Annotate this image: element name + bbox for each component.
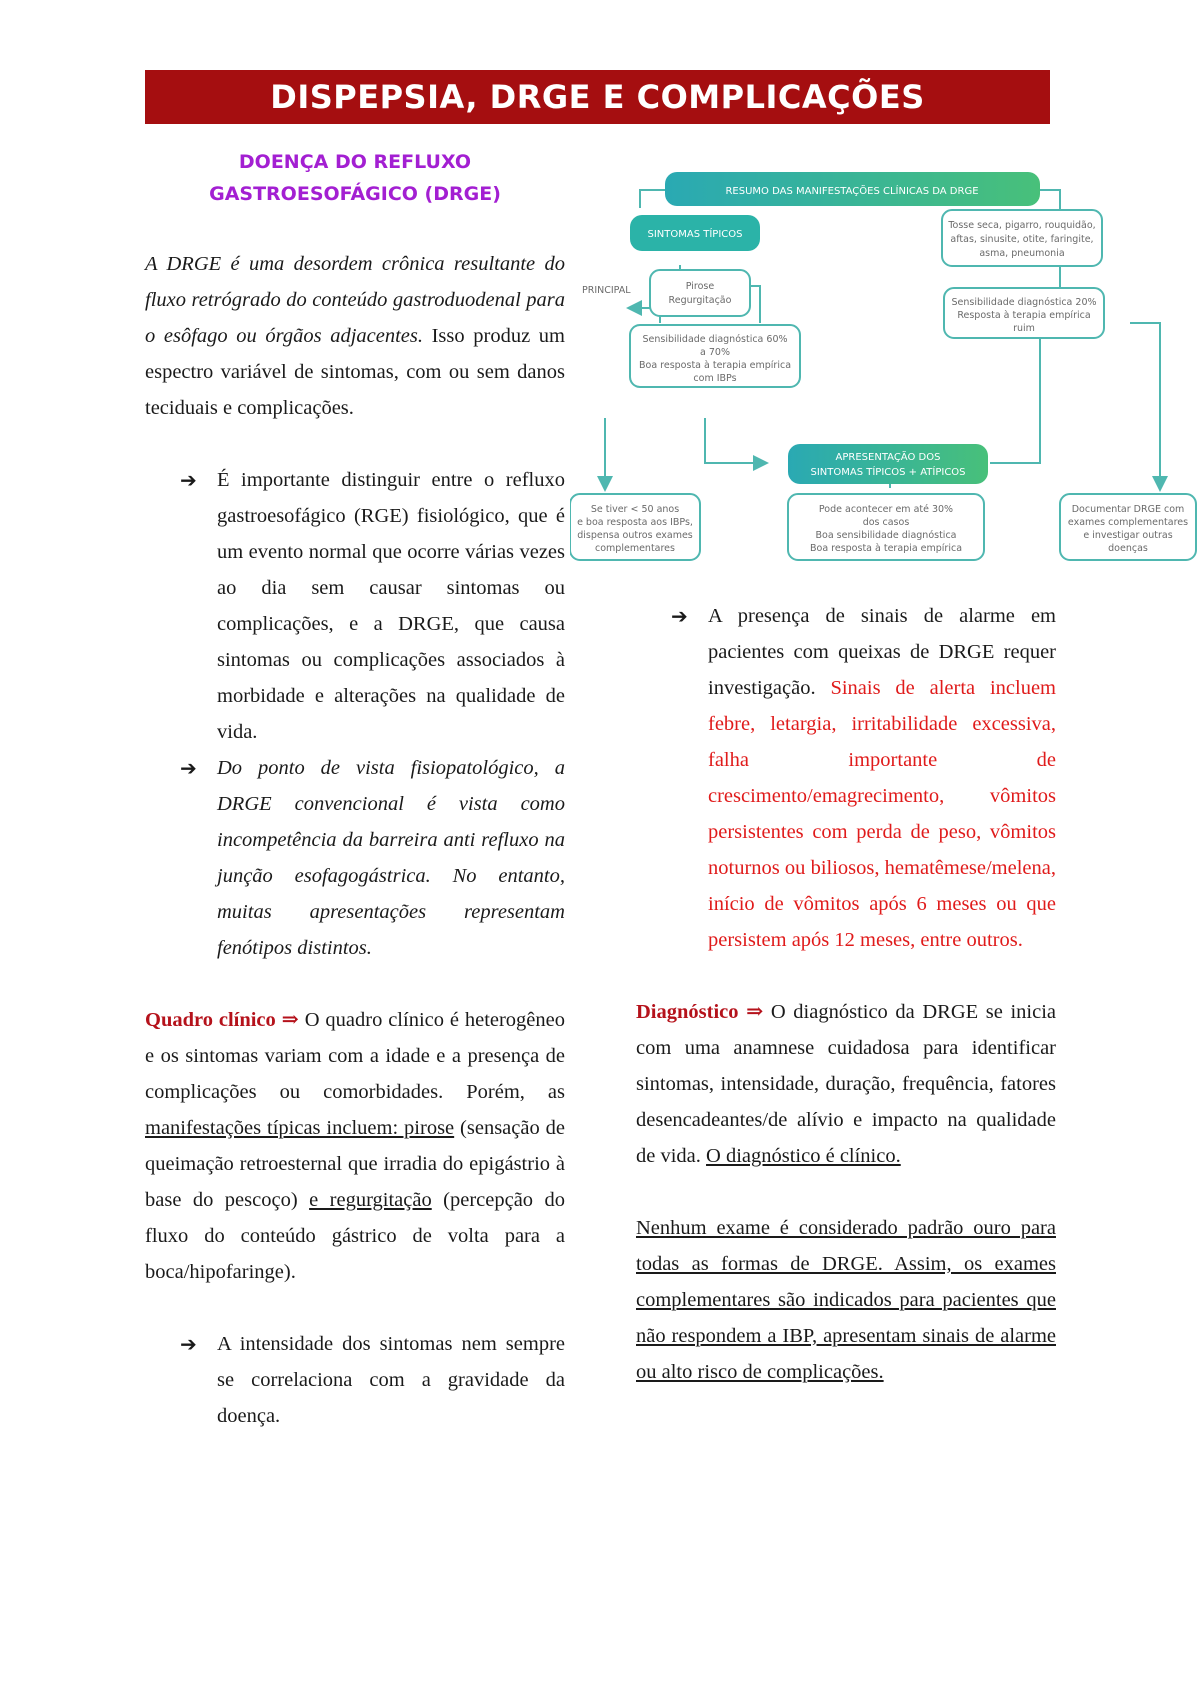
drge-flowchart [570, 158, 1200, 576]
page-title: DISPEPSIA, DRGE E COMPLICAÇÕES [270, 78, 925, 116]
diagram-mixed-line: APRESENTAÇÃO DOS [835, 452, 941, 463]
diagram-right-bottom-line: Documentar DRGE com [1071, 504, 1185, 515]
bullet-text: É importante distinguir entre o refluxo gastroesofágico (RGE) fisiológico, que é um evento normal que ocorre várias vezes ao dia sem causar sintomas ou complicações, e a DRGE, que causa sintomas ou complicações associados à morbidade e alterações na qualidade de vida. [217, 469, 565, 743]
diagram-left-bottom-line: e boa resposta aos IBPs, [577, 517, 693, 528]
bullet-list-3 [636, 598, 1056, 958]
diagram-sens20-line: Sensibilidade diagnóstica 20% [951, 297, 1097, 308]
intro-paragraph [145, 246, 565, 426]
underlined-text: O diagnóstico é clínico. [706, 1145, 901, 1167]
right-column [636, 598, 1056, 1390]
list-item [145, 462, 565, 750]
diagram-mid-bottom-line: Pode acontecer em até 30% [818, 504, 954, 515]
diagram-sens60-line: Sensibilidade diagnóstica 60% [642, 334, 788, 345]
arrow-icon: ➔ [180, 1332, 197, 1356]
title-banner [145, 70, 1050, 124]
diagram-sens60-line: Boa resposta à terapia empírica [638, 360, 792, 371]
intro-italic: A DRGE é uma desordem crônica resultante do fluxo retrógrado do conteúdo gastroduodenal para o esôfago ou órgãos adjacentes. [145, 253, 565, 347]
quadro-paragraph: Quadro clínico ⇒ O quadro clínico é heterogêneo e os sintomas variam com a idade e a presença de complicações ou comorbidades. Porém, as manifestações típicas incluem: pirose (sensação de queimação retroesternal que irradia do epigástrio à base do pescoço) e regurgitação (percepção do fluxo do conteúdo gástrico de volta para a boca/hipofaringe). [145, 1009, 566, 1283]
diagram-mid-bottom-line: dos casos [862, 517, 910, 528]
exames-paragraph [636, 1210, 1056, 1390]
list-item [145, 750, 565, 966]
diagram-typical-label: SINTOMAS TÍPICOS [647, 229, 743, 240]
section-subtitle [180, 146, 530, 210]
diagram-atypical-line: aftas, sinusite, otite, faringite, [950, 234, 1094, 245]
diagram-pirose-node [650, 270, 750, 316]
bullet-text: Do ponto de vista fisiopatológico, a DRGE convencional é vista como incompetência da barreira anti refluxo na junção esofagogástrica. No entanto, muitas apresentações representam fenótipos distintos. [217, 757, 565, 959]
flowchart-svg [570, 158, 1200, 576]
diagram-right-bottom-line: exames complementares [1067, 517, 1189, 528]
bullet-list-2 [145, 1326, 565, 1434]
underlined-text: e regurgitação [309, 1189, 432, 1211]
diagram-right-bottom-line: e investigar outras [1083, 530, 1173, 541]
arrow-icon: ➔ [180, 756, 197, 780]
diagnostico-label: Diagnóstico [636, 1001, 739, 1023]
diagram-principal-label: PRINCIPAL [582, 285, 631, 296]
diagram-mixed-line: SINTOMAS TÍPICOS + ATÍPICOS [810, 467, 966, 478]
diagram-pirose-line: Pirose [685, 281, 715, 292]
diagram-mid-bottom-line: Boa sensibilidade diagnóstica [815, 530, 957, 541]
diagram-mid-bottom-line: Boa resposta à terapia empírica [809, 543, 963, 554]
diagram-left-bottom-line: dispensa outros exames [577, 530, 693, 541]
implies-icon: ⇒ [738, 1001, 771, 1023]
diagnostico-paragraph: Diagnóstico ⇒ O diagnóstico da DRGE se inicia com uma anamnese cuidadosa para identificar sintomas, intensidade, duração, frequência, fatores desencadeantes/de alívio e impacto na qualidade de vida. O diagnóstico é clínico. [636, 1001, 1056, 1167]
underlined-text: Nenhum exame é considerado padrão ouro para todas as formas de DRGE. Assim, os exames complementares são indicados para pacientes que não respondem a IBP, apresentam sinais de alarme ou alto risco de complicações. [636, 1217, 1056, 1383]
diagram-mixed-node [788, 444, 988, 484]
diagram-sens60-line: com IBPs [693, 373, 737, 384]
diagram-pirose-line: Regurgitação [668, 295, 732, 306]
list-item [145, 1326, 565, 1434]
underlined-text: manifestações típicas incluem: pirose [145, 1117, 455, 1139]
diagram-sens20-line: ruim [1013, 323, 1035, 334]
implies-icon: ⇒ [275, 1009, 305, 1031]
diagram-atypical-line: asma, pneumonia [979, 248, 1065, 259]
diagram-right-bottom-line: doenças [1108, 543, 1148, 554]
bullet-text: A intensidade dos sintomas nem sempre se correlaciona com a gravidade da doença. [217, 1333, 565, 1427]
left-column [145, 246, 565, 1434]
alarm-signs-text: Sinais de alerta incluem febre, letargia, irritabilidade excessiva, falha importante de crescimento/emagrecimento, vômitos persistentes com perda de peso, vômitos noturnos ou biliosos, hematêmese/melena, início de vômitos após 6 meses ou que persistem após 12 meses, entre outros. [708, 677, 1056, 951]
quadro-label: Quadro clínico [145, 1009, 276, 1031]
arrow-icon: ➔ [180, 468, 197, 492]
diagram-left-bottom-line: complementares [595, 543, 675, 554]
bullet-list-1 [145, 462, 565, 966]
subtitle-line-2: GASTROESOFÁGICO (DRGE) [209, 183, 501, 205]
diagram-sens60-line: a 70% [700, 347, 730, 358]
arrow-icon: ➔ [671, 604, 688, 628]
subtitle-line-1: DOENÇA DO REFLUXO [238, 151, 472, 173]
diagram-sens20-line: Resposta à terapia empírica [957, 310, 1091, 321]
diagram-left-bottom-line: Se tiver < 50 anos [590, 504, 680, 515]
list-item: ➔ A presença de sinais de alarme em pacientes com queixas de DRGE requer investigação. Sinais de alerta incluem febre, letargia, irritabilidade excessiva, falha importante de crescimento/emagrecimento, vômitos persistentes com perda de peso, vômitos noturnos ou biliosos, hematêmese/melena, início de vômitos após 6 meses ou que persistem após 12 meses, entre outros. [636, 598, 1056, 958]
diagram-top-label: RESUMO DAS MANIFESTAÇÕES CLÍNICAS DA DRGE [725, 186, 979, 197]
diagram-atypical-line: Tosse seca, pigarro, rouquidão, [948, 220, 1096, 231]
intro-rest: Isso produz um espectro variável de sintomas, com ou sem danos teciduais e complicações. [145, 325, 565, 419]
